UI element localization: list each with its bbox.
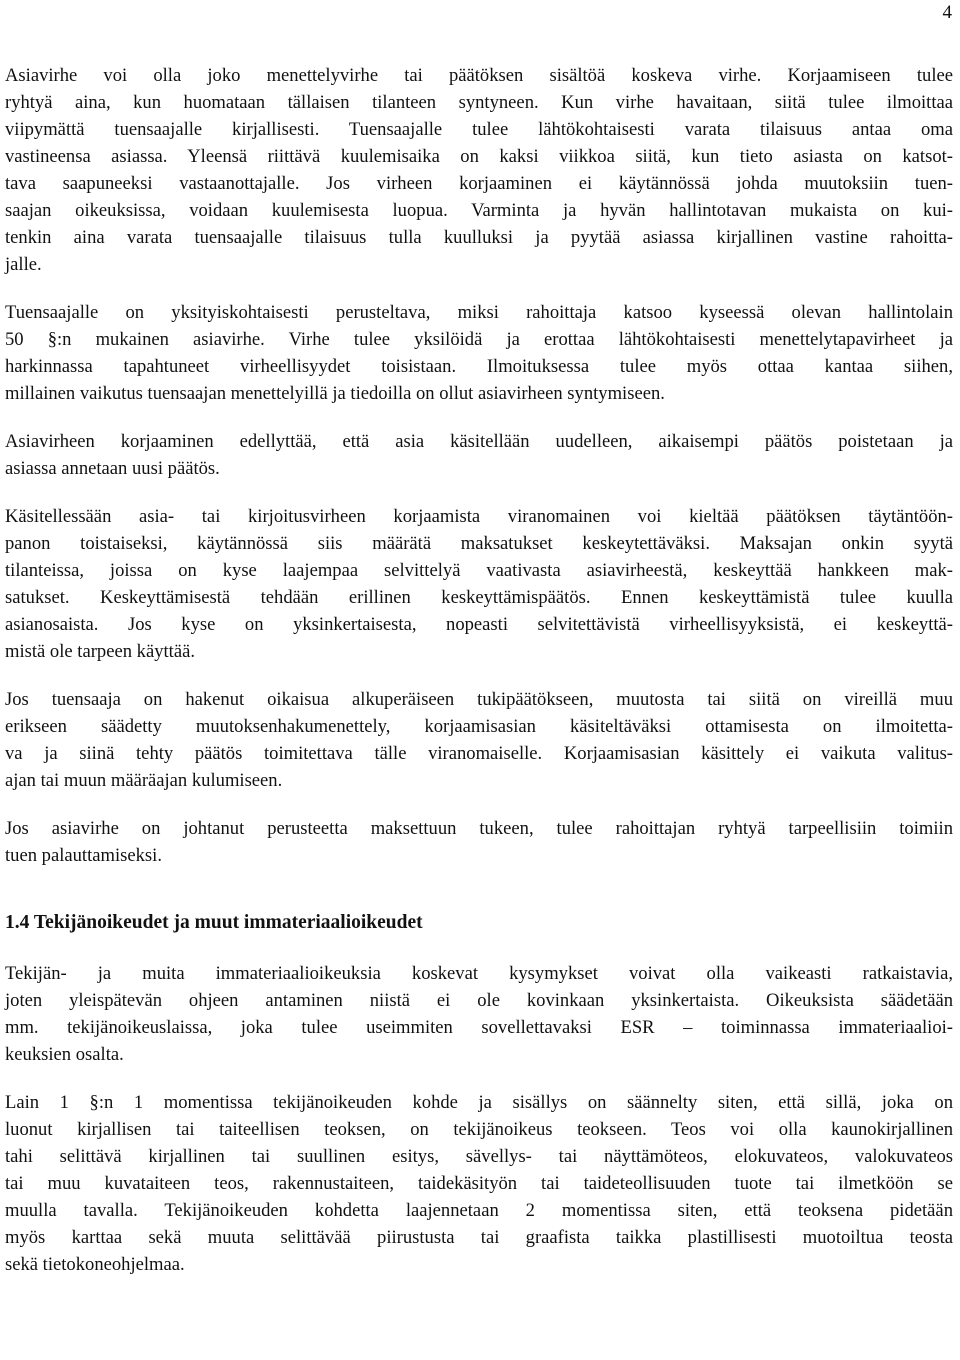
paragraph [5,686,953,794]
paragraph-line: tuen palauttamiseksi. [5,845,162,866]
paragraph-line: ryhtyä aina, kun huomataan tällaisen tilanteen syntyneen. Kun virhe havaitaan, siitä tulee ilmoittaa [5,92,953,113]
section-heading-number: 1.4 [5,912,30,933]
paragraph [5,62,953,278]
paragraph-line: tai muu kuvataiteen teos, rakennustaiteen, taidekäsityön tai taideteollisuuden tuote tai ilmetköön se [5,1173,953,1194]
paragraph [5,503,953,665]
paragraph-line: myös karttaa sekä muuta selittävää piirustusta tai graafista taikka plastillisesti muotoiltua teosta [5,1227,953,1248]
paragraph [5,960,953,1068]
paragraph-line: Asiavirheen korjaaminen edellyttää, että asia käsitellään uudelleen, aikaisempi päätös poistetaan ja [5,431,953,452]
paragraph [5,299,953,407]
document-body [5,62,953,1299]
section-heading [5,909,953,937]
paragraph-line: harkinnassa tapahtuneet virheellisyydet toisistaan. Ilmoituksessa tulee myös ottaa kantaa siihen, [5,356,953,377]
paragraph-line: Jos tuensaaja on hakenut oikaisua alkuperäiseen tukipäätökseen, muutosta tai siitä on vireillä muu [5,689,953,710]
paragraph-line: erikseen säädetty muutoksenhakumenettely, korjaamisasian käsiteltäväksi ottamisesta on ilmoitetta- [5,716,953,737]
paragraph-line: tilanteissa, joissa on kyse laajempaa selvittelyä vaativasta asiavirheestä, keskeyttää hankkeen mak- [5,560,953,581]
paragraph-line: muulla tavalla. Tekijänoikeuden kohdetta laajennetaan 2 momentissa siten, että teoksena pidetään [5,1200,953,1221]
paragraph-line: joten yleispätevän ohjeen antaminen niistä ei ole kovinkaan yksinkertaista. Oikeuksista säädetään [5,990,953,1011]
paragraph-line: asiassa annetaan uusi päätös. [5,458,220,479]
paragraph-line: mm. tekijänoikeuslaissa, joka tulee useimmiten sovellettavaksi ESR – toiminnassa immateriaalioi- [5,1017,953,1038]
paragraph-line: ajan tai muun määräajan kulumiseen. [5,770,283,791]
paragraph-line: va ja siinä tehty päätös toimitettava tälle viranomaiselle. Korjaamisasian käsittely ei vaikuta valitus- [5,743,953,764]
paragraph-line: Jos asiavirhe on johtanut perusteetta maksettuun tukeen, tulee rahoittajan ryhtyä tarpeellisiin toimiin [5,818,953,839]
paragraph-line: luonut kirjallisen tai taiteellisen teoksen, on tekijänoikeus teokseen. Teos voi olla kaunokirjallinen [5,1119,953,1140]
paragraph [5,428,953,482]
paragraph [5,815,953,869]
paragraph-line: tenkin aina varata tuensaajalle tilaisuus tulla kuulluksi ja pyytää asiassa kirjallinen vastine rahoitta- [5,227,953,248]
section-heading-title: Tekijänoikeudet ja muut immateriaalioikeudet [33,912,423,933]
paragraph-line: jalle. [5,254,42,275]
paragraph-line: millainen vaikutus tuensaajan menettelyillä ja tiedoilla on ollut asiavirheen syntymiseen. [5,383,665,404]
paragraph-line: sekä tietokoneohjelmaa. [5,1254,185,1275]
paragraph-line: mistä ole tarpeen käyttää. [5,641,195,662]
paragraph-line: 50 §:n mukainen asiavirhe. Virhe tulee yksilöidä ja erottaa lähtökohtaisesti menettelytapavirheet ja [5,329,953,350]
page-number: 4 [942,2,952,23]
paragraph-line: asianosaista. Jos kyse on yksinkertaisesta, nopeasti selvitettävistä virheellisyyksistä, ei keskeyttä- [5,614,953,635]
paragraphs-before-heading [5,62,953,869]
paragraph-line: Asiavirhe voi olla joko menettelyvirhe tai päätöksen sisältöä koskeva virhe. Korjaamiseen tulee [5,65,953,86]
paragraphs-after-heading [5,960,953,1278]
paragraph-line: keuksien osalta. [5,1044,124,1065]
paragraph-line: viipymättä tuensaajalle kirjallisesti. Tuensaajalle tulee lähtökohtaisesti varata tilaisuus antaa oma [5,119,953,140]
paragraph [5,1089,953,1278]
paragraph-line: saajan oikeuksissa, voidaan kuulemisesta luopua. Varminta ja hyvän hallintotavan mukaista on kui- [5,200,953,221]
paragraph-line: Tekijän- ja muita immateriaalioikeuksia koskevat kysymykset voivat olla vaikeasti ratkaistavia, [5,963,953,984]
paragraph-line: satukset. Keskeyttämisestä tehdään erillinen keskeyttämispäätös. Ennen keskeyttämistä tulee kuulla [5,587,953,608]
paragraph-line: vastineensa asiassa. Yleensä riittävä kuulemisaika on kaksi viikkoa siitä, kun tieto asiasta on katsot- [5,146,953,167]
paragraph-line: Lain 1 §:n 1 momentissa tekijänoikeuden kohde ja sisällys on säännelty siten, että sillä, joka on [5,1092,953,1113]
paragraph-line: panon toistaiseksi, käytännössä siis määrätä maksatukset keskeytettäväksi. Maksajan onkin syytä [5,533,953,554]
paragraph-line: tahi selittävä kirjallinen tai suullinen esitys, sävellys- tai näyttämöteos, elokuvateos, valokuvateos [5,1146,953,1167]
paragraph-line: tava saapuneeksi vastaanottajalle. Jos virheen korjaaminen ei käytännössä johda muutoksiin tuen- [5,173,953,194]
paragraph-line: Käsitellessään asia- tai kirjoitusvirheen korjaamista viranomainen voi kieltää päätöksen täytäntöön- [5,506,953,527]
paragraph-line: Tuensaajalle on yksityiskohtaisesti perusteltava, miksi rahoittaja katsoo kyseessä olevan hallintolain [5,302,953,323]
